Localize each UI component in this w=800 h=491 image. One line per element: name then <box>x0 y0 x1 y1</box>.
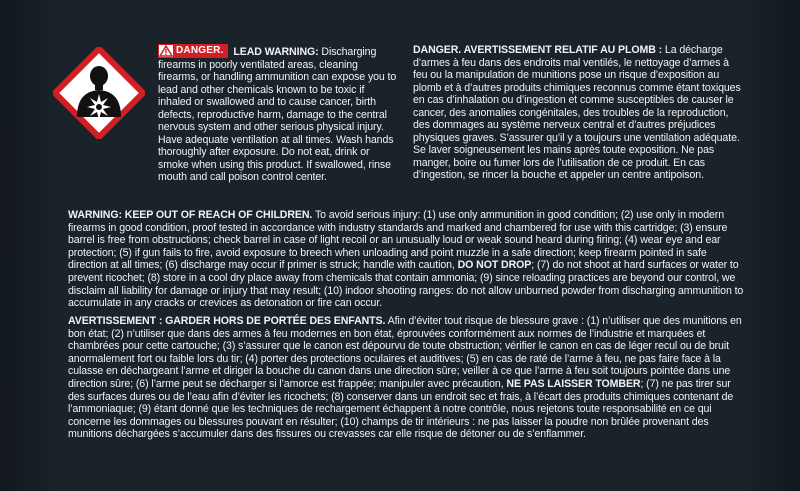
children-warning-fr <box>68 315 748 441</box>
children-warning-en-emphasis: DO NOT DROP <box>457 259 532 272</box>
children-warning-en-heading: WARNING: KEEP OUT OF REACH OF CHILDREN. <box>68 209 313 221</box>
warning-triangle-icon <box>159 45 173 57</box>
health-hazard-icon <box>53 47 145 139</box>
children-warning-fr-body-2: ; (7) ne pas tirer sur des surfaces dures ou de l’eau afin d’éviter les ricochets; (8) conserver dans un endroit sec et frais, à l’écart des produits chimiques contenant de l’ammoniaque; (9) étant donné que les techniques de rechargement échappent à notre contrôle, nous rejetons toute responsabilité en ce qui concerne les dommages ou blessures pouvant en résulter; (10) champs de tir intérieurs : ne pas laisser la poudre non brûlée provenant des munitions déchargées s’accumuler dans des fissures ou crevasses car elle risque de détoner ou de s’enflammer. <box>68 377 734 441</box>
danger-badge-label: DANGER. <box>173 45 227 57</box>
children-warning-en-body-1: To avoid serious injury: (1) use only ammunition in good condition; (2) use only in modern firearms in good condition, proof tested in accordance with industry standards and marked and chambered for use with this cartridge; (3) ensure barrel is free from obstructions; check barrel in case of light recoil or an unusually loud or weak sound heard during firing; (4) wear eye and ear protection; (5) if gun fails to fire, avoid exposure to breech when unloading and point muzzle in a safe direction; keep firearm pointed in safe direction at all times; (6) discharge may occur if primer is struck; handle with caution, <box>68 209 728 272</box>
lead-warning-en-heading: LEAD WARNING: <box>233 46 319 58</box>
lead-warning-fr <box>413 44 743 182</box>
children-warning-fr-body-1: Afin d’éviter tout risque de blessure grave : (1) n’utiliser que des munitions en bon état; (2) n’utiliser que dans des armes à feu modernes en bon état, éprouvées conformément aux normes de l’industrie et marquées et chambrées pour cette cartouche; (3) s’assurer que le canon est dépourvu de toute obstruction; vérifier le canon en cas de léger recul ou de bruit anormalement fort ou faible lors du tir; (4) porter des protections oculaires et auditives; (5) en cas de raté de l’arme à feu, ne pas faire face à la culasse en déchargeant l’arme et diriger la bouche du canon dans une direction sûre; veiller à ce que l’arme à feu soit toujours pointée dans une direction sûre; (6) l’arme peut se décharger si l’amorce est frappée; manipuler avec précaution, <box>68 315 742 390</box>
children-warning-en <box>68 209 748 310</box>
lead-warning-en-body: Discharging firearms in poorly ventilated areas, cleaning firearms, or handling ammunition can expose you to lead and other chemicals known to be toxic if inhaled or swallowed and to cause cancer, birth defects, reproductive harm, damage to the central nervous system and other serious physical injury. Have adequate ventilation at all times. Wash hands thoroughly after exposure. Do not eat, drink or smoke when using this product. If swallowed, rinse mouth and call poison control center. <box>158 46 397 183</box>
lead-warning-fr-body: La décharge d’armes à feu dans des endroits mal ventilés, le nettoyage d’armes à feu ou la manipulation de munitions pose un risque d’exposition au plomb et à d’autres produits chimiques reconnus comme étant toxiques en cas d’inhalation ou d’ingestion et comme susceptibles de causer le cancer, des anomalies congénitales, des troubles de la reproduction, des dommages au système nerveux central et d’autres préjudices physiques graves. S’assurer qu’il y a toujours une ventilation adéquate. Se laver soigneusement les mains après toute exposition. Ne pas manger, boire ou fumer lors de l’utilisation de ce produit. En cas d’ingestion, se rincer la bouche et appeler un centre antipoison. <box>413 44 741 181</box>
children-warning-fr-emphasis: NE PAS LAISSER TOMBER <box>506 377 641 390</box>
danger-badge <box>158 44 228 58</box>
lead-warning-fr-heading: DANGER. AVERTISSEMENT RELATIF AU PLOMB : <box>413 44 663 56</box>
children-warning-fr-heading: AVERTISSEMENT : GARDER HORS DE PORTÉE DES ENFANTS. <box>68 315 386 327</box>
children-warning-en-body-2: ; (7) do not shoot at hard surfaces or water to prevent ricochet; (8) store in a cool dry place away from chemicals that contain ammonia; (9) since reloading practices are beyond our control, we disclaim all liability for damage or injury that may result; (10) indoor shooting ranges: do not allow unburned powder from discharging ammunition to accumulate in any cracks or crevices as detonation or fire can occur. <box>68 259 744 310</box>
lead-warning-en <box>158 44 398 184</box>
